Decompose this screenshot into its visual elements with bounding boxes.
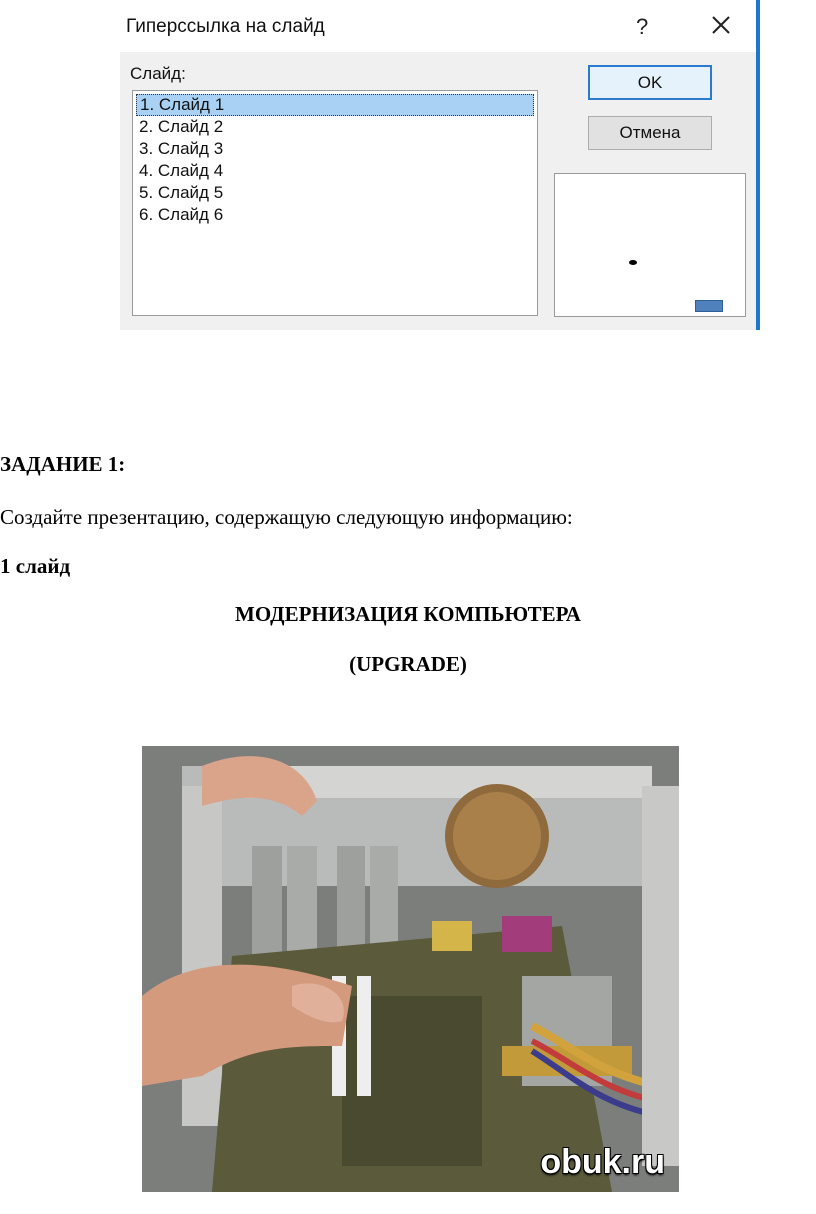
list-item[interactable]: 5. Слайд 5 bbox=[139, 183, 224, 202]
help-button[interactable]: ? bbox=[636, 14, 649, 39]
slide-list-label: Слайд: bbox=[130, 64, 186, 83]
list-item[interactable]: 6. Слайд 6 bbox=[139, 205, 224, 224]
photo-watermark: obuk.ru bbox=[540, 1143, 665, 1181]
list-item[interactable]: 4. Слайд 4 bbox=[139, 161, 224, 180]
cancel-button[interactable]: Отмена bbox=[588, 116, 712, 150]
slide-subtitle: (UPGRADE) bbox=[349, 652, 467, 676]
dialog-titlebar bbox=[120, 0, 756, 52]
preview-dot-mark bbox=[629, 260, 637, 265]
slide-preview bbox=[554, 173, 746, 317]
slide-listbox[interactable] bbox=[132, 90, 538, 316]
preview-action-button-thumbnail bbox=[695, 300, 723, 312]
task-heading: ЗАДАНИЕ 1: bbox=[0, 452, 126, 476]
list-item[interactable]: 1. Слайд 1 bbox=[136, 94, 534, 116]
task-instruction: Создайте презентацию, содержащую следующую информацию: bbox=[0, 505, 573, 529]
ok-button[interactable]: OK bbox=[588, 65, 712, 100]
slide-title: МОДЕРНИЗАЦИЯ КОМПЬЮТЕРА bbox=[235, 602, 581, 626]
slide-label: 1 слайд bbox=[0, 554, 71, 578]
list-item[interactable]: 2. Слайд 2 bbox=[139, 117, 224, 136]
hyperlink-to-slide-dialog bbox=[120, 0, 760, 330]
computer-upgrade-photo bbox=[142, 746, 679, 1192]
list-item[interactable]: 3. Слайд 3 bbox=[139, 139, 224, 158]
close-icon[interactable] bbox=[706, 10, 736, 40]
dialog-title: Гиперссылка на слайд bbox=[126, 16, 325, 37]
